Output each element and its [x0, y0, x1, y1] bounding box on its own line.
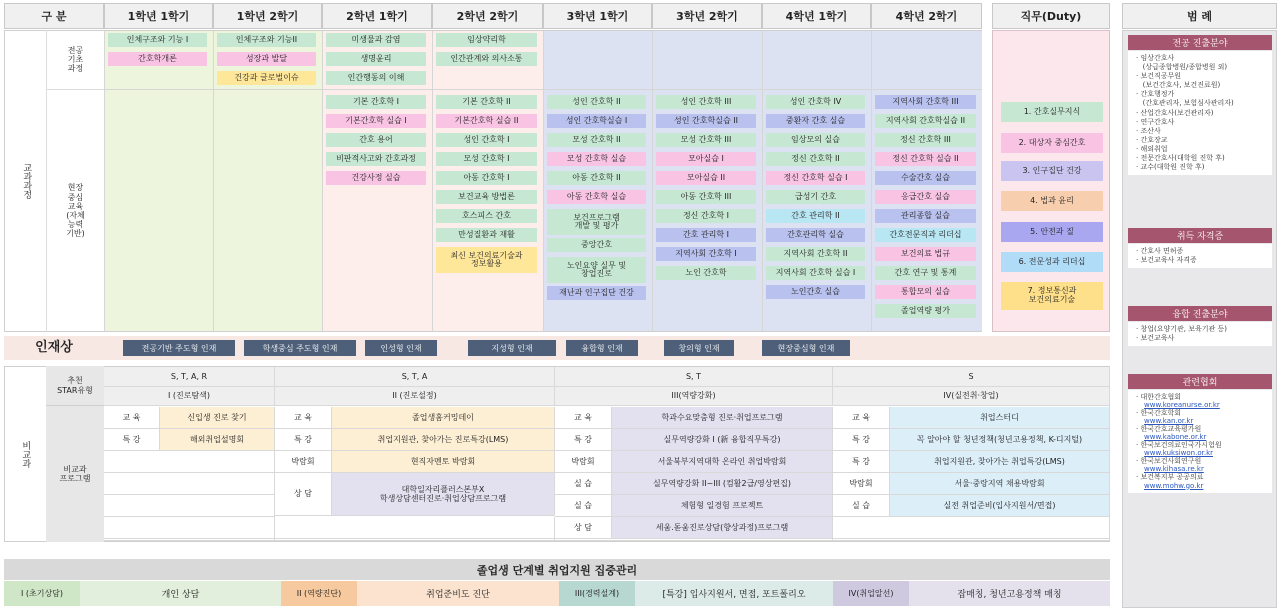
course-chip: 수술간호 실습: [875, 171, 976, 185]
program-name: 신입생 진로 찾기: [160, 407, 275, 429]
duty-item: 6. 전문성과 리더십: [1001, 252, 1103, 272]
duty-item: 1. 간호실무지식: [1001, 102, 1103, 122]
semester-header: 2학년 2학기: [432, 3, 543, 29]
curriculum-label: 교과과정: [21, 163, 32, 199]
program-name: 학과수요맞춤형 진로·취업프로그램: [612, 407, 833, 429]
star-label: 추천 STAR유형: [46, 366, 104, 406]
legend-section-title: 융합 진출분야: [1128, 306, 1272, 321]
legend-section-box: [1128, 322, 1272, 346]
legend-section-title: 전공 진출분야: [1128, 35, 1272, 50]
program-empty-cell: [833, 517, 1110, 539]
star-code: S, T, A, R: [104, 367, 275, 387]
course-chip: 건강과 글로벌이슈: [217, 71, 316, 85]
program-empty-cell: [275, 517, 555, 539]
course-chip: 인체구조와 기능II: [217, 33, 316, 47]
semester-column-basic: [652, 31, 762, 90]
talent-badge: 융합형 인재: [566, 340, 638, 356]
duty-item: 3. 인구집단 건강: [1001, 161, 1103, 181]
program-name: 졸업생홈커밍데이: [332, 407, 555, 429]
duty-item: 2. 대상자 중심간호: [1001, 133, 1103, 153]
legend-item: (상급종합병원/종합병원 외): [1136, 63, 1228, 72]
program-name: 실전 취업준비(입사지원서/면접): [890, 495, 1110, 517]
star-stage: IV(실전취·창업): [833, 387, 1110, 406]
bottom-stage: I (초기상담): [4, 581, 80, 606]
star-stage: II (진로설정): [275, 387, 555, 406]
course-chip: 보건의료 법규: [875, 247, 976, 261]
association-link[interactable]: www.kihasa.re.kr: [1144, 465, 1204, 474]
program-empty-cell: [555, 539, 833, 541]
legend-item: · 간호행정가: [1136, 90, 1175, 99]
course-chip: 보건프로그램 개발 및 평가: [547, 209, 646, 235]
program-name: 취업스터디: [890, 407, 1110, 429]
talent-badge: 지성형 인재: [468, 340, 556, 356]
association-link[interactable]: www.kabone.or.kr: [1144, 433, 1207, 442]
program-name: 실무역량강화 I (新 융합직무특강): [612, 429, 833, 451]
header-duty: 직무(Duty): [992, 3, 1110, 29]
legend-item: · 간호사 면허증: [1136, 247, 1184, 255]
program-name: 실무역량강화 II~III (컴활2급/영상편집): [612, 473, 833, 495]
duty-item: 7. 정보통신과 보건의료기술: [1001, 282, 1103, 310]
program-name: 꼭 알아야 할 청년정책(청년고용정책, K-디지털): [890, 429, 1110, 451]
course-chip: 성인 간호학 II: [547, 95, 646, 109]
semester-header: 1학년 2학기: [213, 3, 322, 29]
course-chip: 지역사회 간호학 I: [656, 247, 756, 261]
course-chip: 정신 간호학 실습 II: [875, 152, 976, 166]
program-name: 대학일자리플러스본부X 학생상담센터진로·취업상담프로그램: [332, 473, 555, 516]
star-code: S, T, A: [275, 367, 555, 387]
program-type: 교 육: [833, 407, 890, 429]
talent-badge: 인성형 인재: [365, 340, 437, 356]
program-name: 서울북부지역대학 온라인 취업박람회: [612, 451, 833, 473]
program-type: 교 육: [275, 407, 332, 429]
course-chip: 지역사회 간호학 III: [875, 95, 976, 109]
bottom-stage: IV(취업알선): [833, 581, 909, 606]
course-chip: 모아실습 II: [656, 171, 756, 185]
program-type: 교 육: [104, 407, 160, 429]
course-chip: 중앙간호: [547, 238, 646, 252]
program-empty-cell: [833, 539, 1110, 541]
association-name: · 보건복지부 공공의료: [1136, 473, 1204, 482]
program-type: 실 습: [833, 495, 890, 517]
legend-item: · 임상간호사: [1136, 54, 1175, 62]
star-code: S: [833, 367, 1110, 387]
legend-section-box: [1128, 51, 1272, 175]
course-chip: 간호 연구 및 통계: [875, 266, 976, 280]
course-chip: 생명윤리: [326, 52, 426, 66]
legend-assoc-title: 관련협회: [1128, 374, 1272, 389]
course-chip: 노인 간호학: [656, 266, 756, 280]
bottom-stage: II (역량진단): [281, 581, 357, 606]
header-category: 구 분: [4, 3, 104, 29]
course-chip: 노인간호 실습: [766, 285, 865, 299]
program-type: 실 습: [555, 473, 612, 495]
program-type: 특 강: [555, 429, 612, 451]
course-chip: 정신 간호학 II: [766, 152, 865, 166]
association-name: · 한국간호학회: [1136, 409, 1182, 418]
program-empty-cell: [104, 539, 275, 541]
course-chip: 성인 간호학실습 II: [656, 114, 756, 128]
bottom-stage: III(경력설계): [559, 581, 635, 606]
program-type: 교 육: [555, 407, 612, 429]
legend-section-title: 취득 자격증: [1128, 228, 1272, 243]
program-empty-cell: [104, 495, 275, 517]
semester-column-basic: [762, 31, 871, 90]
association-name: · 한국보건사회연구원: [1136, 457, 1202, 466]
course-chip: 아동 간호학 III: [656, 190, 756, 204]
legend-item: · 창업(요양기관, 보육기관 등): [1136, 325, 1227, 333]
course-chip: 성인 간호학 I: [436, 133, 537, 147]
program-name: 취업지원관, 찾아가는 진로특강(LMS): [332, 429, 555, 451]
course-chip: 응급간호 실습: [875, 190, 976, 204]
bottom-title: 졸업생 단계별 취업지원 집중관리: [4, 559, 1110, 580]
course-chip: 비판적사고와 간호과정: [326, 152, 426, 166]
program-type: 실 습: [555, 495, 612, 517]
program-empty-cell: [104, 473, 275, 495]
field-label: 현장 중심 교육 (자체 능력 기반): [46, 90, 104, 332]
association-name: · 한국보건의료인국가시험원: [1136, 441, 1222, 450]
course-chip: 아동 간호학 I: [436, 171, 537, 185]
legend-item: · 보건직공무원: [1136, 72, 1182, 81]
program-name: 세움.돋움진로상담(향상과정)프로그램: [612, 517, 833, 539]
legend-item: (보건간호사, 보건진료원): [1136, 81, 1221, 90]
course-chip: 중환자 간호 실습: [766, 114, 865, 128]
course-chip: 모성 간호학 실습: [547, 152, 646, 166]
course-chip: 간호학개론: [108, 52, 207, 66]
program-type: 특 강: [104, 429, 160, 451]
association-link[interactable]: www.kan.or.kr: [1144, 417, 1194, 426]
program-name: 현직자멘토 박람회: [332, 451, 555, 473]
nonsubject-label: 비교과: [20, 440, 31, 468]
course-chip: 모성 간호학 II: [547, 133, 646, 147]
bottom-action: 개인 상담: [80, 581, 281, 606]
course-chip: 간호 용어: [326, 133, 426, 147]
program-name: 서울·중랑지역 채용박람회: [890, 473, 1110, 495]
course-chip: 건강사정 실습: [326, 171, 426, 185]
association-link[interactable]: www.kuksiwon.or.kr: [1144, 449, 1214, 458]
association-link[interactable]: www.mohw.go.kr: [1144, 481, 1204, 490]
association-name: · 한국간호교육평가원: [1136, 425, 1202, 434]
semester-column-basic: [871, 31, 982, 90]
legend-section-box: [1128, 244, 1272, 268]
association-name: · 대한간호협회: [1136, 393, 1182, 401]
course-chip: 간호전문직과 리더십: [875, 228, 976, 242]
talent-badge: 현장중심형 인재: [762, 340, 850, 356]
program-type: 박람회: [275, 451, 332, 473]
program-type: 특 강: [275, 429, 332, 451]
course-chip: 임상약리학: [436, 33, 537, 47]
course-chip: 기본간호학 실습 II: [436, 114, 537, 128]
talent-badge: 전공기반 주도형 인재: [123, 340, 235, 356]
semester-header: 4학년 1학기: [762, 3, 871, 29]
legend-item: · 교수(대학원 진학 후): [1136, 163, 1205, 172]
bottom-action: [특강] 입사지원서, 면접, 포트폴리오: [635, 581, 833, 606]
course-chip: 지역사회 간호학실습 II: [875, 114, 976, 128]
major-basic-label: 전공 기초 과정: [46, 30, 104, 90]
bottom-action: 취업준비도 진단: [357, 581, 559, 606]
course-chip: 노인요양 실무 및 창업진로: [547, 257, 646, 283]
course-chip: 아동 간호학 실습: [547, 190, 646, 204]
course-chip: 지역사회 간호학 II: [766, 247, 865, 261]
association-link[interactable]: www.koreanurse.or.kr: [1144, 401, 1220, 410]
program-type: 상 담: [275, 473, 332, 516]
semester-header: 1학년 1학기: [104, 3, 213, 29]
course-chip: 성인 간호학실습 I: [547, 114, 646, 128]
program-type: 특 강: [833, 451, 890, 473]
talent-badge: 학생중심 주도형 인재: [244, 340, 356, 356]
course-chip: 인체구조와 기능 I: [108, 33, 207, 47]
semester-column-field: [104, 90, 213, 331]
course-chip: 임상모의 실습: [766, 133, 865, 147]
program-empty-cell: [104, 517, 275, 539]
course-chip: 졸업역량 평가: [875, 304, 976, 318]
legend-item: · 산업간호사(보건관리자): [1136, 108, 1214, 117]
header-legend: 범 례: [1122, 3, 1277, 29]
course-chip: 간호 관리학 II: [766, 209, 865, 223]
talent-badge: 창의형 인재: [664, 340, 734, 356]
star-stage: III(역량강화): [555, 387, 833, 406]
program-name: 체험형 일경험 프로젝트: [612, 495, 833, 517]
legend-item: · 보건교육사: [1136, 334, 1175, 343]
course-chip: 정신 간호학 I: [656, 209, 756, 223]
legend-assoc-box: [1128, 390, 1272, 493]
talent-label: 인재상: [35, 339, 73, 355]
course-chip: 모성 간호학 I: [436, 152, 537, 166]
program-type: 박람회: [555, 451, 612, 473]
course-chip: 최신 보건의료기술과 정보활용: [436, 247, 537, 273]
program-label: 비교과 프로그램: [46, 406, 104, 542]
semester-header: 2학년 1학기: [322, 3, 432, 29]
course-chip: 관리종합 실습: [875, 209, 976, 223]
course-chip: 인간행동의 이해: [326, 71, 426, 85]
course-chip: 기본간호학 실습 I: [326, 114, 426, 128]
course-chip: 급성기 간호: [766, 190, 865, 204]
legend-item: · 조산사: [1136, 126, 1161, 135]
course-chip: 기본 간호학 I: [326, 95, 426, 109]
legend-item: · 전문간호사(대학원 진학 후): [1136, 154, 1225, 163]
course-chip: 정신 간호학 실습 I: [766, 171, 865, 185]
semester-header: 3학년 2학기: [652, 3, 762, 29]
duty-item: 4. 법과 윤리: [1001, 191, 1103, 211]
course-chip: 만성질환과 재활: [436, 228, 537, 242]
course-chip: 인간관계와 의사소통: [436, 52, 537, 66]
legend-item: · 해외취업: [1136, 144, 1168, 153]
course-chip: 성인 간호학 IV: [766, 95, 865, 109]
course-chip: 기본 간호학 II: [436, 95, 537, 109]
star-stage: I (진로탐색): [104, 387, 275, 406]
course-chip: 지역사회 간호학 실습 I: [766, 266, 865, 280]
course-chip: 간호 관리학 I: [656, 228, 756, 242]
program-empty-cell: [275, 539, 555, 541]
program-type: 특 강: [833, 429, 890, 451]
course-chip: 간호관리학 실습: [766, 228, 865, 242]
course-chip: 통합모의 실습: [875, 285, 976, 299]
course-chip: 아동 간호학 II: [547, 171, 646, 185]
course-chip: 모아실습 I: [656, 152, 756, 166]
course-chip: 모성 간호학 III: [656, 133, 756, 147]
semester-column-field: [213, 90, 322, 331]
course-chip: 호스피스 간호: [436, 209, 537, 223]
legend-item: · 보건교육사 자격증: [1136, 256, 1197, 265]
course-chip: 보건교육 방법론: [436, 190, 537, 204]
semester-column-basic: [543, 31, 652, 90]
course-chip: 정신 간호학 III: [875, 133, 976, 147]
semester-header: 3학년 1학기: [543, 3, 652, 29]
legend-item: (간호관리자, 보험심사관리자): [1136, 99, 1234, 108]
program-type: 박람회: [833, 473, 890, 495]
program-type: 상 담: [555, 517, 612, 539]
course-chip: 미생물과 감염: [326, 33, 426, 47]
semester-header: 4학년 2학기: [871, 3, 982, 29]
course-chip: 성장과 발달: [217, 52, 316, 66]
legend-item: · 연구간호사: [1136, 117, 1175, 126]
star-code: S, T: [555, 367, 833, 387]
legend-item: · 간호장교: [1136, 135, 1168, 144]
duty-item: 5. 안전과 질: [1001, 222, 1103, 242]
course-chip: 재난과 인구집단 건강: [547, 286, 646, 300]
program-name: 취업지원관, 찾아가는 취업특강(LMS): [890, 451, 1110, 473]
program-empty-cell: [104, 451, 275, 473]
program-name: 해외취업설명회: [160, 429, 275, 451]
bottom-action: 잡매칭, 청년고용정책 매칭: [909, 581, 1110, 606]
course-chip: 성인 간호학 III: [656, 95, 756, 109]
